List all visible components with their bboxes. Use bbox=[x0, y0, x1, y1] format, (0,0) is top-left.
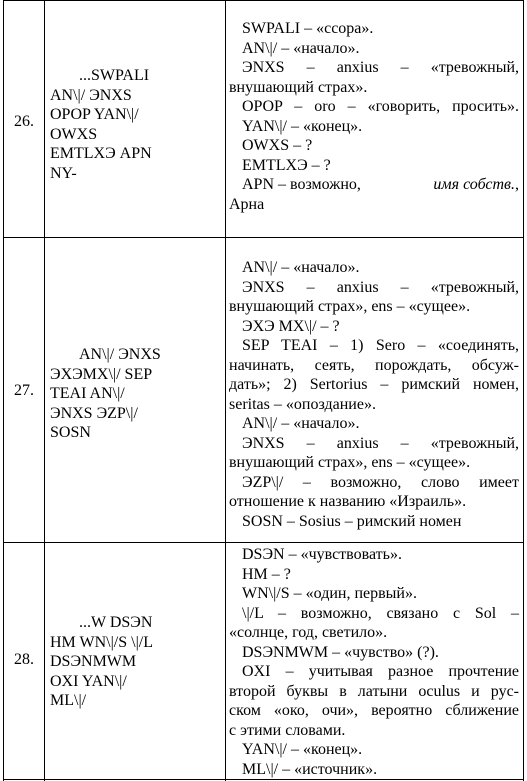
commentary-line: «солнце, год, светило». bbox=[229, 624, 388, 641]
source-line: ...SWPALI bbox=[79, 67, 150, 84]
commentary-line: внушающий страх». bbox=[229, 78, 368, 96]
commentary-line: SEP TEAI – 1) Sero – «соединять, bbox=[242, 337, 519, 354]
commentary-line: дать»; 2) Sertorius – римский номен, bbox=[229, 376, 519, 393]
row-number: 26. bbox=[14, 113, 34, 130]
source-text bbox=[50, 613, 222, 711]
source-line: NY- bbox=[50, 164, 77, 182]
commentary-line: с этими словами. bbox=[229, 721, 346, 739]
source-line: DSЭNMWM bbox=[50, 653, 137, 670]
commentary bbox=[229, 545, 519, 779]
commentary-line: YAN\|/ – «конец». bbox=[242, 117, 363, 135]
source-line: AN\|/ ЭNXS bbox=[50, 86, 132, 104]
commentary-line: OWXS – ? bbox=[242, 137, 313, 154]
commentary-line: внушающий страх», ens – «сущее». bbox=[229, 454, 471, 471]
source-line: AN\|/ ЭNXS bbox=[79, 346, 161, 363]
table-border-top bbox=[3, 0, 524, 1]
source-line: HM WN\|/S \|/L bbox=[50, 633, 154, 651]
commentary-line: OPOP – oro – «говорить, просить». bbox=[242, 98, 519, 115]
row-divider bbox=[3, 237, 524, 238]
source-line: ...W DSЭN bbox=[79, 614, 153, 631]
commentary-line: WN\|/S – «один, первый». bbox=[242, 585, 417, 602]
table-border-left bbox=[3, 0, 4, 781]
commentary-line: внушающий страх», ens – «сущее». bbox=[229, 298, 471, 315]
column-divider bbox=[44, 0, 45, 781]
commentary-line bbox=[229, 175, 519, 195]
source-line: OWXS bbox=[50, 125, 98, 143]
commentary-line: ском «око, очи», вероятно сближение bbox=[229, 702, 519, 719]
source-line: OPOP YAN\|/ bbox=[50, 106, 139, 123]
commentary-line: ЭNXS – anxius – «тревожный, bbox=[242, 59, 519, 76]
commentary-line: второй буквы в латыни oculus и рус- bbox=[229, 682, 519, 700]
commentary-line: ЭXЭ MX\|/ – ? bbox=[242, 317, 340, 335]
commentary-line: seritas – «опоздание». bbox=[229, 395, 376, 413]
source-line: ML\|/ bbox=[50, 692, 87, 709]
commentary-line: DSЭN – «чувствовать». bbox=[242, 546, 402, 563]
row-number: 28. bbox=[14, 651, 34, 668]
commentary-line: AN\|/ – «начало». bbox=[242, 259, 360, 276]
source-line: ЭXЭMX\|/ SEP bbox=[50, 365, 153, 383]
commentary-line: SOSN – Sosius – римский номен bbox=[242, 512, 462, 530]
commentary-line: HM – ? bbox=[242, 565, 291, 583]
punctuation: , bbox=[515, 176, 519, 193]
source-line: EMTLXЭ APN bbox=[50, 145, 152, 162]
column-divider bbox=[225, 0, 226, 781]
commentary-line: AN\|/ – «начало». bbox=[242, 415, 360, 432]
commentary-line: AN\|/ – «начало». bbox=[242, 39, 360, 57]
commentary-line: EMTLXЭ – ? bbox=[242, 156, 331, 174]
commentary-line: Арна bbox=[229, 195, 265, 213]
commentary-text: APN – возможно, bbox=[242, 176, 361, 193]
table-border-right bbox=[523, 0, 524, 781]
row-divider bbox=[3, 542, 524, 543]
table-border-bottom bbox=[3, 779, 524, 780]
source-line: SOSN bbox=[50, 424, 91, 441]
commentary-line: начинать, сеять, порождать, обсуж- bbox=[229, 356, 519, 374]
source-line: OXI YAN\|/ bbox=[50, 672, 127, 690]
italic-note: имя собств. bbox=[433, 176, 515, 193]
commentary-line: ЭNXS – anxius – «тревожный, bbox=[242, 278, 519, 296]
commentary-line: YAN\|/ – «конец». bbox=[242, 741, 363, 758]
commentary-line: \|/L – возможно, связано с Sol – bbox=[242, 604, 519, 622]
source-line: ЭNXS ЭZP\|/ bbox=[50, 404, 138, 422]
commentary-line: ЭNXS – anxius – «тревожный, bbox=[242, 434, 519, 452]
commentary-line: отношение к названию «Израиль». bbox=[229, 493, 467, 510]
source-text bbox=[50, 66, 222, 183]
commentary-line: ЭZP\|/ – возможно, слово имеет bbox=[242, 473, 519, 491]
commentary bbox=[229, 19, 519, 214]
commentary-line: ML\|/ – «источник». bbox=[242, 760, 378, 778]
commentary-line: OXI – учитывая разное прочтение bbox=[242, 663, 519, 680]
commentary-text bbox=[433, 175, 519, 195]
commentary-line: DSЭNMWM – «чувство» (?). bbox=[242, 643, 439, 661]
source-line: TEAI AN\|/ bbox=[50, 385, 125, 402]
source-text bbox=[50, 345, 222, 443]
commentary bbox=[229, 258, 519, 531]
commentary-line: SWPALI – «ссора». bbox=[242, 20, 374, 37]
row-number: 27. bbox=[14, 382, 34, 399]
